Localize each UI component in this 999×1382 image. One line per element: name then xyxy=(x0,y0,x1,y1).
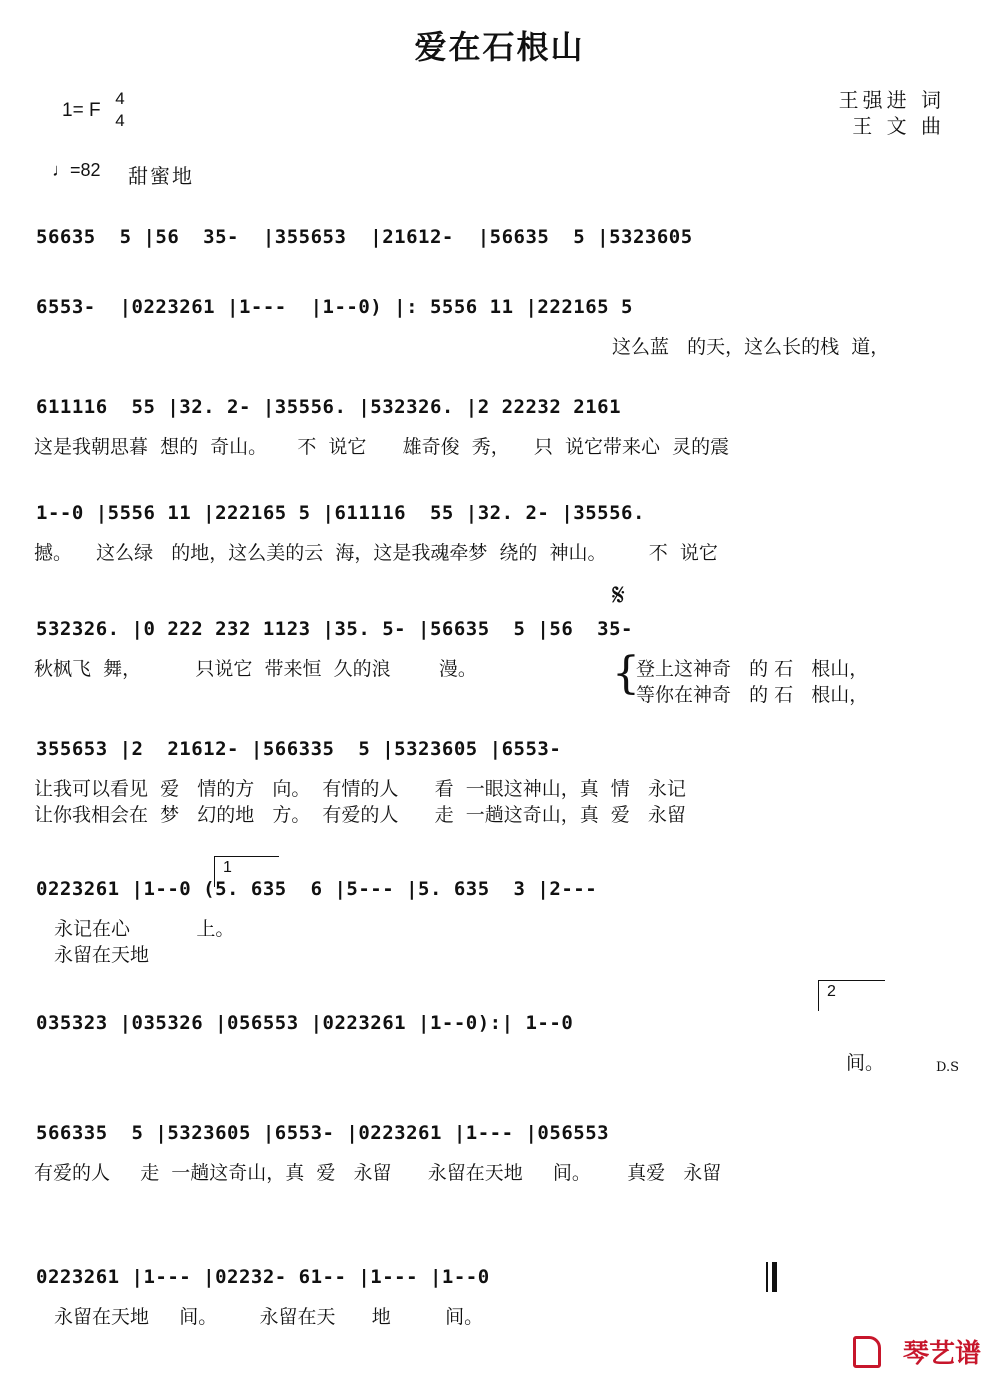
lyric-verse-a: 登上这神奇 的 石 根山， xyxy=(636,658,869,680)
final-barline-thick xyxy=(772,1262,777,1292)
time-signature-bottom: 4 xyxy=(115,111,125,130)
lyric-line-5: 秋枫飞 舞， 只说它 带来恒 久的浪 漫。 xyxy=(34,658,477,680)
lyric-line-7b: 永留在天地 xyxy=(54,944,150,966)
notation-line-1: 56635 5 |56 35- |355653 |21612- |56635 5 |5323605 xyxy=(36,226,693,248)
lyric-line-10: 永留在天地 间。 永留在天 地 间。 xyxy=(54,1306,484,1328)
final-barline-thin xyxy=(766,1262,768,1292)
lyric-line-9: 有爱的人 走 一趟这奇山，真 爱 永留 永留在天地 间。 真爱 永留 xyxy=(34,1162,722,1184)
time-signature xyxy=(112,88,128,132)
second-ending-bracket xyxy=(818,980,885,1011)
segno-sign: 𝄋 xyxy=(612,578,625,613)
notation-line-7: 0223261 |1--0 (5. 635 6 |5--- |5. 635 3 |2--- xyxy=(36,878,598,900)
lyric-line-3: 这是我朝思暮 想的 奇山。 不 说它 雄奇俊 秀， 只 说它带来心 灵的震 xyxy=(34,436,730,458)
lyricist-credit: 王强进 词 xyxy=(838,88,945,112)
notation-line-4: 1--0 |5556 11 |222165 5 |611116 55 |32. 2- |35556. xyxy=(36,502,645,524)
notation-line-2: 6553- |0223261 |1--- |1--0) |: 5556 11 |222165 5 xyxy=(36,296,633,318)
lyric-line-2: 这么蓝 的天，这么长的栈 道， xyxy=(612,336,890,358)
lyric-line-4: 撼。 这么绿 的地，这么美的云 海，这是我魂牵梦 绕的 神山。 不 说它 xyxy=(34,542,718,564)
verse-brace: { xyxy=(612,648,640,699)
notation-line-8: 035323 |035326 |056553 |0223261 |1--0):| 1--0 xyxy=(36,1012,574,1034)
lyric-verse-b: 等你在神奇 的 石 根山， xyxy=(636,684,869,706)
lyric-line-7a: 永记在心 上。 xyxy=(54,918,235,940)
tempo-description: 甜蜜地 xyxy=(128,164,194,188)
notation-line-10: 0223261 |1--- |02232- 61-- |1--- |1--0 xyxy=(36,1266,490,1288)
lyric-line-6b: 让你我相会在 梦 幻的地 方。 有爱的人 走 一趟这奇山，真 爱 永留 xyxy=(34,804,686,826)
lyric-line-6a: 让我可以看见 爱 情的方 向。 有情的人 看 一眼这神山，真 情 永记 xyxy=(34,778,686,800)
tempo-marking: ♩=82 xyxy=(52,160,101,180)
composer-credit: 王 文 曲 xyxy=(852,114,945,138)
song-title: 爱在石根山 xyxy=(414,28,585,66)
ds-marking: D.S xyxy=(936,1060,959,1075)
watermark-logo-icon xyxy=(853,1336,881,1368)
notation-line-3: 611116 55 |32. 2- |35556. |532326. |2 22232 2161 xyxy=(36,396,622,418)
notation-line-5: 532326. |0 222 232 1123 |35. 5- |56635 5 |56 35- xyxy=(36,618,633,640)
second-ending-number: 2 xyxy=(827,983,836,1000)
key-signature: 1= F xyxy=(62,100,101,121)
time-signature-top: 4 xyxy=(115,89,125,108)
notation-line-6: 355653 |2 21612- |566335 5 |5323605 |6553- xyxy=(36,738,562,760)
notation-line-9: 566335 5 |5323605 |6553- |0223261 |1--- |056553 xyxy=(36,1122,610,1144)
watermark-logo: 琴艺谱 xyxy=(902,1339,981,1369)
lyric-line-8: 间。 xyxy=(846,1052,885,1074)
first-ending-number: 1 xyxy=(223,859,232,876)
